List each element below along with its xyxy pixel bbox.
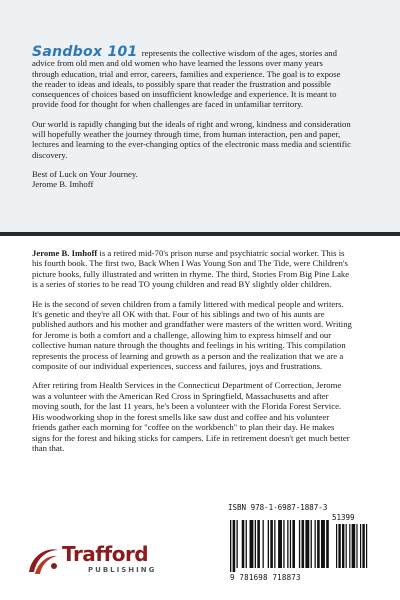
barcode-bar [326,520,329,568]
addon-barcode-bar [338,524,340,568]
barcode-bars [228,520,374,572]
barcode-bar [246,520,247,568]
author-bio [32,248,354,462]
barcode-bar [250,520,254,568]
barcode-bar [302,520,305,568]
barcode-bar [283,520,284,568]
intro-text [32,44,352,190]
intro-panel [0,0,400,232]
publisher-name: Trafford [62,542,149,566]
addon-barcode-bar [362,524,364,568]
barcode-bar [287,520,288,568]
addon-barcode-bar [349,524,350,568]
barcode-bar [263,520,264,568]
addon-barcode-bar [352,524,356,568]
bio-paragraph-1-text: is a retired mid-70's prison nurse and psychiatric social worker. This is his fourth book. The first two, Back When I Was Young Son and The Tide, were Children's picture books, fully illustrated and written in rhyme. The third, Stories From Big Pine Lake is a series of stories to be read TO young children and read BY slightly older children. [32,248,350,290]
barcode-bar [242,520,245,568]
intro-paragraph-1 [32,44,352,110]
section-divider [0,232,400,236]
barcode-bar [255,520,256,568]
barcode-block [228,503,378,589]
barcode-bar [233,520,236,572]
barcode-bar [292,520,295,568]
barcode-bar [278,520,282,568]
barcode-bar [230,520,231,572]
publisher-subtitle: PUBLISHING [88,566,157,574]
isbn-label: ISBN 978-1-6987-1887-3 [228,503,328,512]
barcode-bar [299,520,300,568]
price-code: 51399 [332,513,355,522]
intro-paragraph-1-text: represents the collective wisdom of the ages, stories and advice from old men and old women who have learned the lessons over many years through education, trial and error, careers, families and experience. The goal is to expose the reader to ideas and ideals, to possibly spare that reader the frustration and possible consequences of choices based on insufficient knowledge and experience. It is meant to provide food for thought for when challenges are faced in unfamiliar territory. [32,48,341,110]
barcode-bar [290,520,291,568]
barcode-bar [270,520,273,568]
addon-barcode-bar [356,524,357,568]
barcode-digits: 9 781698 718873 [230,573,301,582]
trafford-swoosh-icon [26,544,60,578]
barcode-bar [321,520,325,568]
book-title: Sandbox 101 [32,44,138,60]
bio-paragraph-2: He is the second of seven children from a family littered with medical people and writers. It's genetic and they're all OK with that. Four of his siblings and two of his aunts are published authors and his mother and grandfather were masters of the written word. Writing for Jerome is both a comfort and a challenge, allowing him to express himself and our collective human nature through the thoughts and feelings in his writing. This compilation represents the process of learning and growth as a person and the realization that we are a composite of our individual experiences, success and failures, joys and frustrations. [32,298,352,372]
signature: Jerome B. Imhoff [32,179,94,190]
addon-barcode-bar [346,524,347,568]
bio-paragraph-1 [32,248,354,290]
closing-line: Best of Luck on Your Journey. [32,168,138,179]
author-name: Jerome B. Imhoff [32,248,98,258]
barcode-bar [317,520,320,568]
barcode-bar [257,520,260,568]
addon-barcode-bar [342,524,344,568]
publisher-logo [26,542,166,582]
addon-barcode-bar [336,524,337,568]
barcode-bar [274,520,275,568]
addon-barcode-bar [366,524,367,568]
intro-paragraph-2: Our world is rapidly changing but the ideals of right and wrong, kindness and consideration will hopefully weather the journey through time, from human interaction, pen and paper, lectures and learning to the ever-changing optics of the electronic mass media and scientific discovery. [32,118,351,160]
barcode-bar [305,520,309,568]
barcode-bar [315,520,316,568]
barcode-bar [268,520,269,568]
barcode-bar [311,520,312,568]
barcode-bar [237,520,238,568]
addon-barcode-bar [360,524,361,568]
bio-paragraph-3: After retiring from Health Services in the Connecticut Department of Correction, Jerome was a volunteer with the American Red Cross in Springfield, Massachusetts and after moving south, for the last 11 years, he's been a volunteer with the Florida Forest Service. His woodworking shop in the forest smells like saw dust and coffee and his volunteer friends gather each morning for "coffee on the workbench" to plan their day. He makes signs for the forest and hiking sticks for campers. Life in retirement doesn't get much better than that. [32,380,350,453]
